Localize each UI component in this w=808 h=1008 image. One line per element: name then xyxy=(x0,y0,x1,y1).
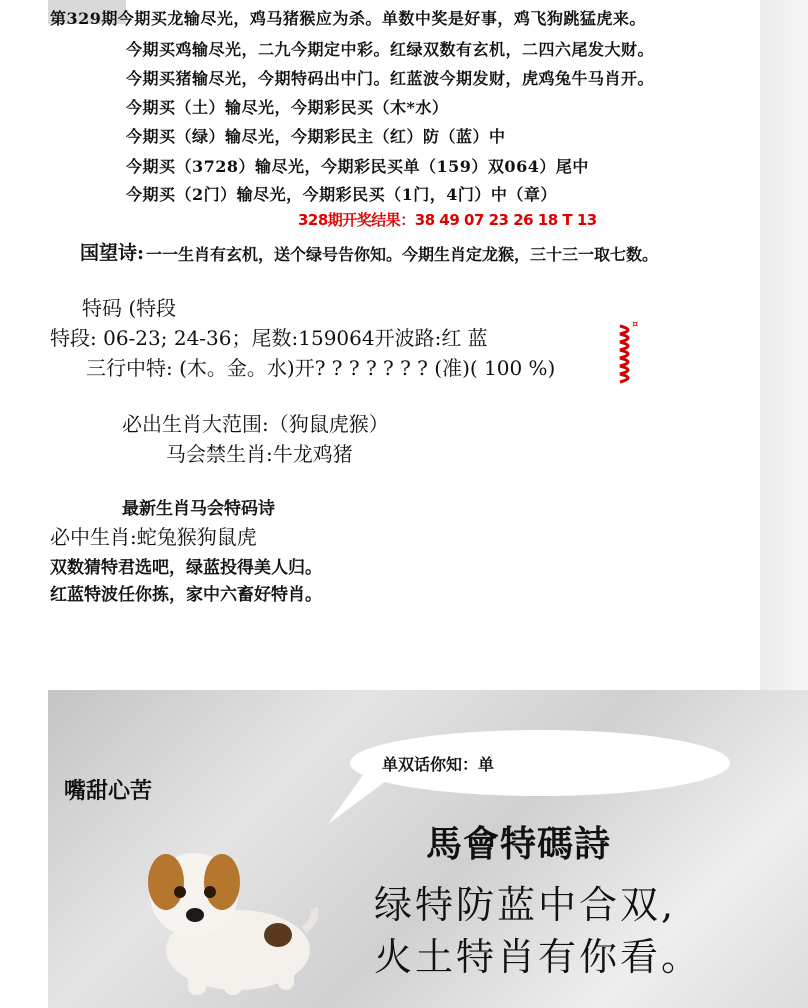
poster-verse-1: 绿特防蓝中合双, xyxy=(374,883,677,927)
special-title: 特码 (特段 xyxy=(82,296,177,320)
latest-title: 最新生肖马会特码诗 xyxy=(122,499,275,519)
bubble-tail xyxy=(328,768,408,828)
header-line-4: 今期买（土）输尽光，今期彩民买（木*水） xyxy=(126,98,449,117)
zodiac-banned: 马会禁生肖:牛龙鸡猪 xyxy=(166,442,353,466)
draw-result: 328期开奖结果：38 49 07 23 26 18 T 13 xyxy=(298,211,597,229)
coil-icon xyxy=(614,318,644,388)
poem-text: 一一生肖有玄机，送个绿号告你知。今期生肖定龙猴，三十三一取七数。 xyxy=(146,245,659,264)
poem-label: 国望诗: xyxy=(80,242,145,264)
header-line-3: 今期买猪输尽光，今期特码出中门。红蓝波今期发财，虎鸡兔牛马肖开。 xyxy=(126,69,655,88)
header-line-1: 第329期今期买龙输尽光，鸡马猪猴应为杀。单数中奖是好事，鸡飞狗跳猛虎来。 xyxy=(50,9,646,28)
header-line-6: 今期买（3728）输尽光，今期彩民买单（159）双064）尾中 xyxy=(126,157,589,176)
poster-title: 馬會特碼詩 xyxy=(426,824,612,865)
special-segments: 特段: 06-23; 24-36；尾数:159064开波路:红 蓝 xyxy=(50,326,488,350)
header-line-2: 今期买鸡输尽光，二九今期定中彩。红绿双数有玄机，二四六尾发大财。 xyxy=(126,40,655,59)
header-line-7: 今期买（2门）输尽光，今期彩民买（1门，4门）中（章） xyxy=(126,185,557,204)
must-zodiac: 必中生肖:蛇兔猴狗鼠虎 xyxy=(50,525,257,549)
header-line-5: 今期买（绿）输尽光，今期彩民主（红）防（蓝）中 xyxy=(126,127,506,146)
zodiac-range: 必出生肖大范围:（狗鼠虎猴） xyxy=(122,412,389,436)
puppy-icon xyxy=(128,830,318,1000)
verse-2: 红蓝特波任你拣，家中六畜好特肖。 xyxy=(50,585,322,605)
svg-text:¤: ¤ xyxy=(632,319,639,330)
bubble-text: 单双话你知：单 xyxy=(382,755,495,774)
verse-1: 双数猜特君选吧，绿蓝投得美人归。 xyxy=(50,558,322,578)
sweet-caption: 嘴甜心苦 xyxy=(64,779,153,804)
right-edge xyxy=(760,0,808,690)
three-elements: 三行中特: (木。金。水)开? ? ? ? ? ? ? (准)( 100 %) xyxy=(86,356,556,380)
poster-verse-2: 火土特肖有你看。 xyxy=(374,935,703,979)
